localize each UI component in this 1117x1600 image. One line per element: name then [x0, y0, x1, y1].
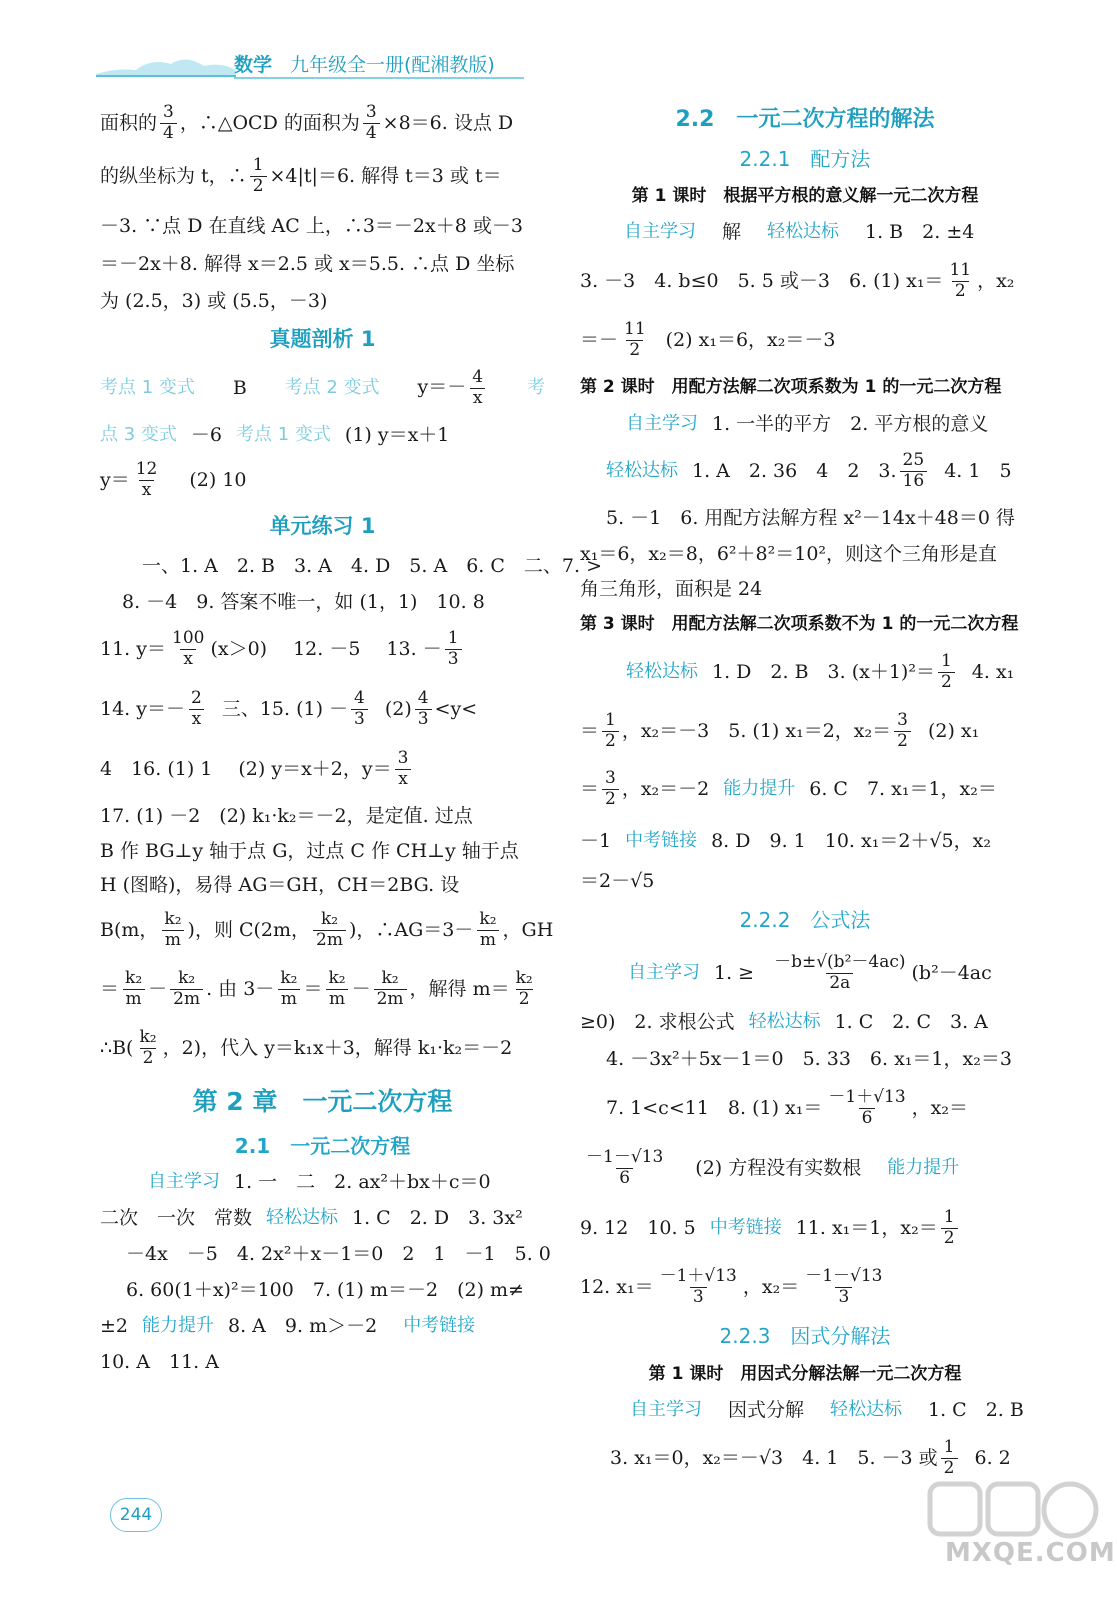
text: ＝: [100, 977, 120, 1000]
text: －: [148, 977, 168, 1000]
fraction: [941, 1438, 958, 1478]
fraction: [894, 711, 911, 751]
numerator: 1: [252, 154, 264, 175]
denominator: 2: [602, 731, 619, 752]
numerator: k₂: [320, 908, 339, 929]
text: )，∴AG＝3－: [348, 918, 474, 941]
fraction: [133, 460, 161, 500]
denominator: 2: [941, 1228, 958, 1249]
denominator: 4: [363, 123, 380, 144]
answer-line: [580, 1392, 1030, 1428]
answer-line: 10. A 11. A: [100, 1350, 219, 1373]
text: ＝: [580, 719, 600, 742]
numerator: 2: [191, 687, 202, 708]
numerator: 4: [472, 366, 484, 387]
fraction: [946, 261, 974, 301]
answer-line: [580, 250, 1030, 312]
denominator: 2: [938, 672, 955, 693]
page-number: 244: [110, 1498, 162, 1532]
numerator: －b±√(b²－4ac): [774, 951, 906, 972]
text: ，GH: [502, 918, 554, 941]
text: 4 16. (1) 1: [100, 757, 213, 780]
fraction: [938, 652, 955, 692]
page-header: [96, 44, 526, 84]
fraction: [250, 156, 267, 196]
text: 解: [722, 220, 742, 243]
fraction: [657, 1267, 740, 1307]
numerator: k₂: [139, 1026, 157, 1047]
text: (2) 10: [189, 468, 247, 491]
lesson-title: 第 1 课时 用因式分解法解一元二次方程: [648, 1363, 962, 1384]
text: 6. 2: [974, 1446, 1011, 1469]
lesson-title: 第 3 课时 用配方法解二次项系数不为 1 的一元二次方程: [580, 613, 1019, 634]
text: ＝－: [580, 328, 619, 351]
fraction: [313, 910, 346, 950]
tag-label: 自主学习: [624, 221, 696, 243]
answer-line: [100, 902, 554, 958]
denominator: 3: [415, 709, 432, 730]
tag-label: 轻松达标: [626, 661, 698, 683]
fraction: [415, 689, 432, 729]
section-title-2-1: 2.1 一元二次方程: [234, 1134, 411, 1158]
denominator: 2: [516, 989, 533, 1010]
denominator: 4: [160, 123, 177, 144]
answer-line: [580, 214, 1030, 250]
numerator: 12: [135, 458, 158, 479]
fraction: [169, 629, 207, 669]
chapter-title: 第 2 章 一元二次方程: [192, 1087, 453, 1116]
answer-line: [580, 942, 1030, 1004]
text: 二次 一次 常数: [100, 1206, 253, 1229]
denominator: m: [326, 989, 348, 1010]
text: (2) 方程没有实数根: [695, 1156, 862, 1179]
answer-line: [100, 1200, 545, 1236]
numerator: k₂: [164, 908, 182, 929]
answer-line: 6. 60(1＋x)²＝100 7. (1) m＝－2 (2) m≠: [126, 1278, 524, 1301]
text: ，2)，代入 y＝k₁x＋3，解得 k₁·k₂＝－2: [162, 1036, 513, 1059]
text: (2): [384, 697, 412, 720]
answer-line: [580, 818, 1030, 864]
fraction: [188, 689, 205, 729]
text: 三、15. (1) －: [221, 697, 349, 720]
denominator: x: [189, 709, 205, 730]
text: y＝: [100, 468, 130, 491]
section-title-2-2-2: 2.2.2 公式法: [739, 908, 871, 932]
text: 8. A 9. m＞－2: [228, 1314, 378, 1337]
text: ≥0) 2. 求根公式: [580, 1010, 735, 1033]
answer-line: [100, 620, 545, 678]
cloud-wave-decoration: [96, 44, 236, 80]
answer-line: [580, 406, 1030, 442]
fraction: [469, 368, 486, 408]
answer-line: [580, 312, 1030, 368]
text: 1. 一 二 2. ax²＋bx＋c＝0: [234, 1170, 491, 1193]
numerator: 100: [172, 627, 205, 648]
fraction: [583, 1148, 666, 1188]
denominator: x: [180, 649, 196, 670]
denominator: 2: [952, 281, 969, 302]
text: ，解得 m＝: [409, 977, 510, 1000]
answer-line: [100, 1020, 545, 1076]
numerator: －1＋√13: [659, 1265, 737, 1286]
header-subject: 数学: [234, 54, 273, 76]
denominator: 2a: [826, 973, 853, 994]
fraction: [325, 969, 348, 1009]
watermark-text: MXQE.COM: [945, 1538, 1116, 1568]
tag-label: 考点 1 变式: [236, 424, 331, 446]
numerator: －1＋√13: [828, 1086, 906, 1107]
text: 3. －3 4. b≤0 5. 5 或－3 6. (1) x₁＝: [580, 269, 944, 292]
fraction: [602, 769, 619, 809]
answer-line: H (图略)，易得 AG＝GH，CH＝2BG. 设: [100, 873, 460, 896]
answer-line: 5. －1 6. 用配方法解方程 x²－14x＋48＝0 得: [606, 506, 1015, 529]
text: (b²－4ac: [911, 961, 992, 984]
denominator: 3: [445, 649, 462, 670]
numerator: 1: [447, 627, 459, 648]
denominator: m: [477, 930, 499, 951]
answer-line: 4. －3x²＋5x－1＝0 5. 33 6. x₁＝1，x₂＝3: [606, 1047, 1012, 1070]
answer-line: 17. (1) －2 (2) k₁·k₂＝－2，是定值. 过点: [100, 804, 473, 827]
numerator: k₂: [178, 967, 196, 988]
fraction: [363, 103, 380, 143]
text: 14. y＝－: [100, 697, 185, 720]
text: 因式分解: [728, 1398, 805, 1421]
text: －: [351, 977, 371, 1000]
text: 8. D 9. 1 10. x₁＝2＋√5，x₂: [711, 829, 991, 852]
denominator: 2: [894, 731, 911, 752]
tag-label: 自主学习: [148, 1171, 220, 1193]
numerator: －1－√13: [586, 1146, 664, 1167]
text: )，则 C(2m，: [187, 918, 311, 941]
numerator: 3: [365, 101, 377, 122]
numerator: 1: [605, 709, 616, 730]
answer-line: [100, 958, 545, 1020]
numerator: k₂: [479, 908, 497, 929]
text: 的纵坐标为 t，∴: [100, 164, 247, 187]
text: 11. y＝: [100, 637, 166, 660]
denominator: 6: [616, 1168, 633, 1189]
tag-label: 轻松达标: [606, 460, 678, 482]
fraction: [161, 910, 184, 950]
tag-label: 轻松达标: [266, 1207, 339, 1229]
text: 13. －: [386, 637, 442, 660]
numerator: 3: [897, 709, 908, 730]
answer-line: [580, 1198, 1030, 1258]
answer-line: [580, 1428, 1030, 1488]
text: 7. 1<c<11 8. (1) x₁＝: [606, 1096, 823, 1119]
numerator: 25: [902, 449, 925, 470]
denominator: 2m: [313, 930, 346, 951]
answer-line: [580, 702, 1030, 760]
text: ×8＝6. 设点 D: [382, 111, 514, 134]
tag-label: 点 3 变式: [100, 424, 177, 446]
text: ×4|t|＝6. 解得 t＝3 或 t＝: [269, 164, 502, 187]
text: ，x₂＝－2: [621, 777, 710, 800]
text: 11. x₁＝1，x₂＝: [795, 1216, 938, 1239]
text: ，x₂＝－3 5. (1) x₁＝2，x₂＝: [621, 719, 892, 742]
fraction: [160, 103, 177, 143]
numerator: 1: [943, 1206, 955, 1227]
numerator: 11: [949, 259, 972, 280]
tag-label: 考点 2 变式: [284, 377, 380, 399]
fraction: [825, 1088, 908, 1128]
answer-line: [100, 416, 545, 454]
tag-label: 能力提升: [142, 1315, 215, 1337]
tag-label: 中考链接: [709, 1217, 782, 1239]
text: 1. D 2. B 3. (x＋1)²＝: [712, 660, 935, 683]
answer-line: [100, 678, 545, 740]
left-column: [100, 100, 602, 1380]
text: ＝: [580, 777, 600, 800]
denominator: 2: [250, 176, 267, 197]
text: (2) x₁＝6，x₂＝－3: [665, 328, 836, 351]
denominator: x: [139, 480, 155, 501]
denominator: 2m: [374, 989, 407, 1010]
answer-line: [100, 454, 545, 506]
fraction: [351, 689, 368, 729]
answer-line: 角三角形，面积是 24: [580, 577, 763, 600]
tag-label: 能力提升: [723, 778, 796, 800]
answer-line: [100, 100, 545, 146]
numerator: k₂: [328, 967, 346, 988]
denominator: 16: [900, 471, 928, 492]
header-book: 九年级全一册(配湘教版): [290, 54, 495, 76]
answer-line: [100, 146, 545, 206]
text: (2) x₁: [927, 719, 980, 742]
tag-label: 考点 1 变式: [100, 377, 195, 399]
text: 1. C 2. C 3. A: [834, 1010, 988, 1033]
fraction: [277, 969, 300, 1009]
numerator: 3: [397, 747, 409, 768]
tag-label: 轻松达标: [767, 221, 840, 243]
fraction: [513, 969, 536, 1009]
header-title: [234, 50, 495, 77]
denominator: x: [470, 388, 486, 409]
numerator: 4: [417, 687, 429, 708]
answer-line: x₁＝6，x₂＝8，6²＋8²＝10²，则这个三角形是直: [580, 542, 998, 565]
fraction: [941, 1208, 958, 1248]
text: 4. 1 5: [944, 459, 1012, 482]
answer-line: [580, 1258, 1030, 1316]
tag-label: 轻松达标: [748, 1011, 821, 1033]
numerator: 4: [354, 687, 365, 708]
fraction: [136, 1028, 159, 1068]
text: ，∴△OCD 的面积为: [179, 111, 360, 134]
denominator: 2: [941, 1458, 958, 1479]
fraction: [374, 969, 407, 1009]
text: ，x₂＝: [742, 1275, 800, 1298]
answer-line: －3. ∵点 D 在直线 AC 上，∴3＝－2x＋8 或－3: [100, 214, 523, 237]
text: 面积的: [100, 111, 158, 134]
tag-label: 中考链接: [625, 830, 698, 852]
answer-line: [100, 360, 545, 416]
answer-line: [580, 1078, 1030, 1138]
answer-line: [100, 1164, 545, 1200]
answer-line: [580, 442, 1030, 500]
denominator: 3: [690, 1287, 707, 1308]
text: 1. A 2. 36 4 2 3.: [692, 459, 897, 482]
watermark-logo: [920, 1480, 1100, 1590]
denominator: m: [162, 930, 184, 951]
text: 1. 一半的平方 2. 平方根的意义: [712, 412, 989, 435]
text: 1. B 2. ±4: [865, 220, 975, 243]
answer-line: ＝－2x＋8. 解得 x＝2.5 或 x＝5.5. ∴点 D 坐标: [100, 252, 515, 275]
answer-line: [580, 1138, 1030, 1198]
text: B: [232, 376, 247, 399]
numerator: 3: [605, 767, 616, 788]
answer-line: [580, 642, 1030, 702]
numerator: 1: [940, 650, 952, 671]
text: 9. 12 10. 5: [580, 1216, 696, 1239]
tag-label: 轻松达标: [830, 1399, 903, 1421]
fraction: [802, 1267, 885, 1307]
denominator: 2: [140, 1048, 157, 1069]
text: 1. C 2. B: [928, 1398, 1024, 1421]
fraction: [900, 451, 928, 491]
text: (x＞0): [210, 637, 268, 660]
header-underline: [234, 76, 524, 80]
numerator: k₂: [381, 967, 399, 988]
fraction: [602, 711, 619, 751]
text: －6: [190, 423, 222, 446]
text: (1) y＝x＋1: [344, 423, 450, 446]
lesson-title: 第 1 课时 根据平方根的意义解一元二次方程: [631, 185, 979, 206]
answer-line: －4x －5 4. 2x²＋x－1＝0 2 1 －1 5. 0: [126, 1242, 551, 1265]
numerator: 1: [943, 1436, 955, 1457]
text: 12. x₁＝: [580, 1275, 654, 1298]
text: 1. C 2. D 3. 3x²: [352, 1206, 523, 1229]
answer-line: 为 (2.5，3) 或 (5.5，－3): [100, 289, 328, 312]
text: y＝－: [417, 376, 467, 398]
answer-line: [580, 760, 1030, 818]
fraction: [122, 969, 145, 1009]
section-title-unit: 单元练习 1: [269, 514, 376, 539]
text: －1: [580, 829, 612, 852]
denominator: x: [395, 769, 411, 790]
text: 1. ≥: [714, 961, 755, 984]
text: 4. x₁: [971, 660, 1015, 683]
text: 12. －5: [293, 637, 361, 660]
lesson-title: 第 2 课时 用配方法解二次项系数为 1 的一元二次方程: [580, 376, 1002, 397]
tag-label: 自主学习: [630, 1399, 702, 1421]
denominator: m: [123, 989, 145, 1010]
numerator: 11: [624, 318, 646, 339]
answer-line: [580, 1004, 1030, 1040]
answer-line: [100, 740, 545, 798]
tag-label: 自主学习: [626, 413, 698, 435]
answer-line: 8. －4 9. 答案不唯一，如 (1，1) 10. 8: [122, 590, 485, 613]
denominator: 6: [859, 1108, 876, 1129]
text: ，x₂＝: [911, 1096, 968, 1119]
denominator: 3: [351, 709, 368, 730]
tag-label: 能力提升: [887, 1157, 960, 1179]
text: ∴B(: [100, 1036, 134, 1059]
numerator: 3: [163, 101, 174, 122]
denominator: 2m: [170, 989, 203, 1010]
tag-label: 自主学习: [628, 962, 700, 984]
fraction: [395, 749, 412, 789]
denominator: 3: [835, 1287, 852, 1308]
numerator: k₂: [515, 967, 533, 988]
answer-line: 一、1. A 2. B 3. A 4. D 5. A 6. C 二、7. >: [142, 554, 602, 577]
section-title-2-2: 2.2 一元二次方程的解法: [675, 106, 935, 132]
section-title-zhenti: 真题剖析 1: [269, 327, 376, 352]
numerator: －1－√13: [805, 1265, 883, 1286]
denominator: 2: [626, 340, 643, 361]
text: . 由 3－: [206, 977, 275, 1000]
fraction: [170, 969, 203, 1009]
text: 3. x₁＝0，x₂＝－√3 4. 1 5. －3 或: [610, 1446, 938, 1469]
right-column: [580, 100, 1030, 1488]
text: ±2: [100, 1314, 129, 1337]
text: (2) y＝x＋2，y＝: [238, 757, 392, 780]
tag-label: 考: [526, 377, 545, 399]
text: ＝: [303, 977, 323, 1000]
text: B(m，: [100, 918, 159, 941]
fraction: [476, 910, 499, 950]
fraction: [771, 953, 908, 993]
denominator: 2: [602, 789, 619, 810]
tag-label: 中考链接: [403, 1315, 476, 1337]
fraction: [621, 320, 649, 360]
answer-line: ＝2－√5: [580, 869, 655, 892]
section-title-2-2-3: 2.2.3 因式分解法: [719, 1324, 891, 1348]
text: 6. C 7. x₁＝1，x₂＝: [809, 777, 997, 800]
answer-line: B 作 BG⊥y 轴于点 G，过点 C 作 CH⊥y 轴于点: [100, 839, 519, 862]
answer-line: [100, 1308, 545, 1344]
section-title-2-2-1: 2.2.1 配方法: [739, 147, 871, 171]
text: <y<: [434, 697, 478, 720]
fraction: [445, 629, 462, 669]
denominator: m: [278, 989, 300, 1010]
numerator: k₂: [280, 967, 298, 988]
text: ，x₂: [977, 269, 1015, 292]
numerator: k₂: [125, 967, 143, 988]
